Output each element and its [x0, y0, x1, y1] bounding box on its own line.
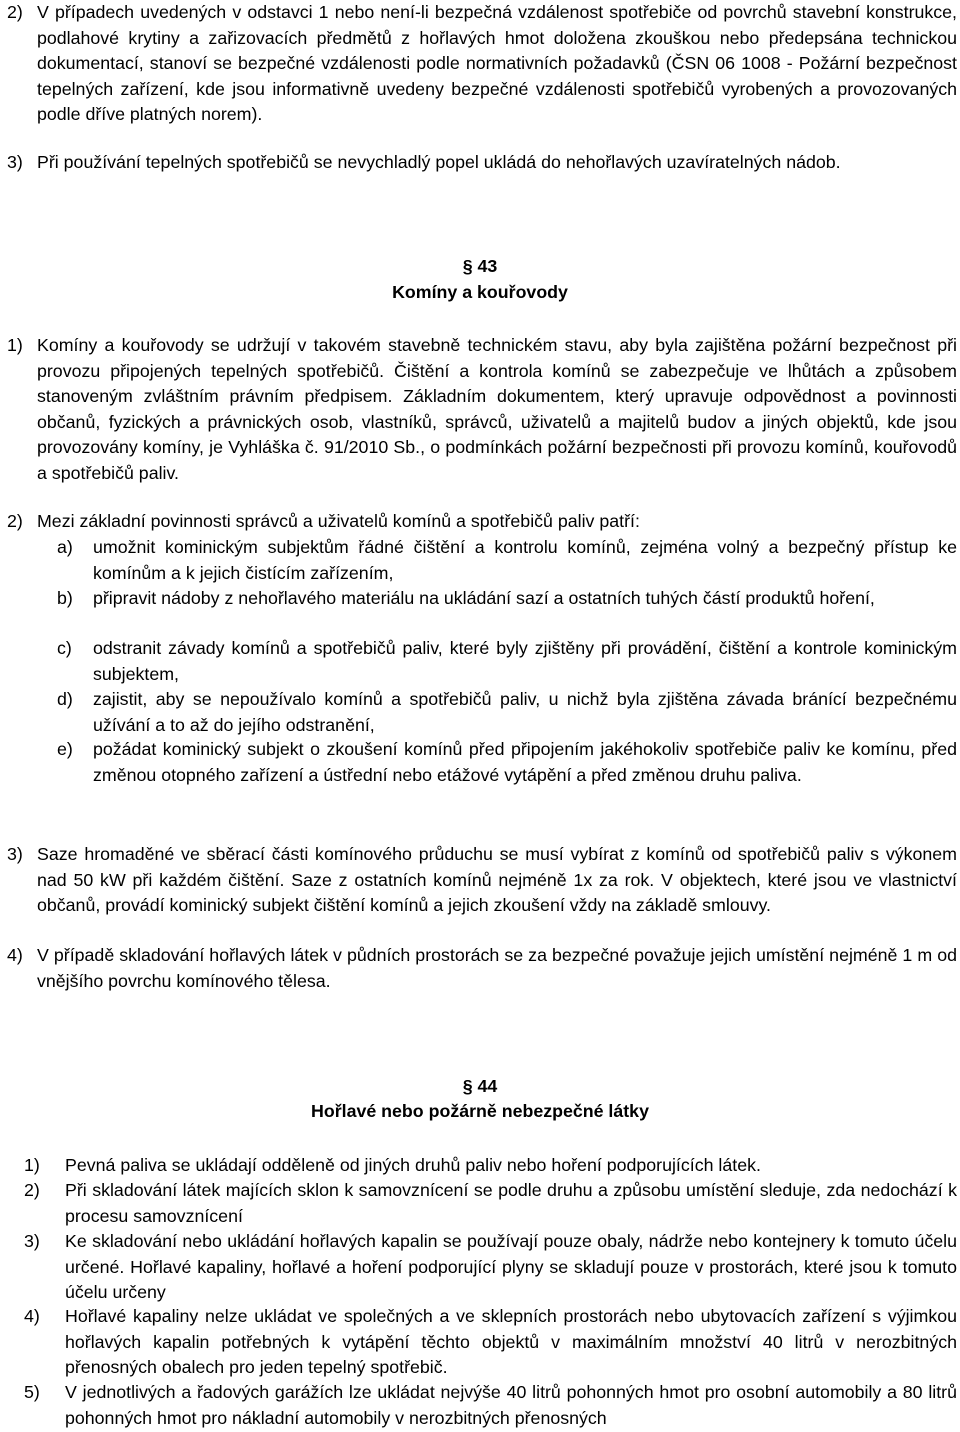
- item-number: 4): [7, 945, 23, 965]
- sub-item-letter: b): [57, 588, 73, 608]
- item-number: 2): [7, 2, 23, 22]
- list-item: [24, 1304, 957, 1381]
- item-text: Komíny a kouřovody se udržují v takovém stavebně technickém stavu, aby byla zajištěna požární bezpečnost při provozu připojených tepelných spotřebičů. Čištění a kontrola komínů se zabezpečuje ve lhůtách a způsobem stanoveným zvláštním právním předpisem. Základním dokumentem, který upravuje odpovědnost a povinnosti občanů, fyzických a právnických osob, vlastníků, správců, uživatelů a majitelů budov a jiných objektů, kde jsou provozovány komíny, je Vyhláška č. 91/2010 Sb., o podmínkách požární bezpečnosti při provozu komínů, kouřovodů a spotřebičů paliv.: [37, 335, 957, 483]
- sub-item: [57, 636, 957, 687]
- list-item: [7, 842, 957, 919]
- item-text: V jednotlivých a řadových garážích lze ukládat nejvýše 40 litrů pohonných hmot pro osobní automobily a 80 litrů pohonných hmot pro nákladní automobily v nerozbitných přenosných: [65, 1382, 957, 1428]
- sub-item-letter: c): [57, 638, 72, 658]
- item-text: V případě skladování hořlavých látek v půdních prostorách se za bezpečné považuje jejich umístění nejméně 1 m od vnějšího povrchu komínového tělesa.: [37, 945, 957, 991]
- sub-item-text: umožnit kominickým subjektům řádné čištění a kontrolu komínů, zejména volný a bezpečný přístup ke komínům a k jejich čistícím zařízením,: [93, 537, 957, 583]
- item-number: 3): [7, 152, 23, 172]
- list-item: [7, 0, 957, 128]
- item-text: V případech uvedených v odstavci 1 nebo není-li bezpečná vzdálenost spotřebiče od povrchů stavební konstrukce, podlahové krytiny a zařizovacích předmětů z hořlavých hmot doložena zkouškou nebo předepsána technickou dokumentací, stanoví se bezpečné vzdálenosti podle normativních požadavků (ČSN 06 1008 - Požární bezpečnost tepelných zařízení, kde jsou informativně uvedeny bezpečné vzdálenosti spotřebičů vyrobených a provozovaných podle dříve platných norem).: [37, 2, 957, 124]
- item-text: Ke skladování nebo ukládání hořlavých kapalin se používají pouze obaly, nádrže nebo kontejnery k tomuto účelu určené. Hořlavé kapaliny, hořlavé a hoření podporující plyny se skladují pouze v prostorách, které jsou k tomuto účelu určeny: [65, 1231, 957, 1302]
- section-number: § 44: [462, 1076, 498, 1096]
- item-number: 4): [24, 1306, 40, 1326]
- list-item: [7, 943, 957, 994]
- item-text: Při skladování látek majících sklon k samovznícení se podle druhu a způsobu umístění sleduje, zda nedochází k procesu samovznícení: [65, 1180, 957, 1226]
- section-number: § 43: [462, 256, 498, 276]
- item-text: Při používání tepelných spotřebičů se nevychladlý popel ukládá do nehořlavých uzavíratelných nádob.: [37, 152, 841, 172]
- item-number: 2): [24, 1180, 40, 1200]
- section-title: Komíny a kouřovody: [392, 282, 568, 302]
- sub-item-text: požádat kominický subjekt o zkoušení komínů před připojením jakéhokoliv spotřebiče paliv ke komínu, před změnou otopného zařízení a ústřední nebo etážové vytápění a před změnou druhu paliva.: [93, 739, 957, 785]
- item-number: 2): [7, 511, 23, 531]
- sub-item-letter: a): [57, 537, 73, 557]
- section-title: Hořlavé nebo požárně nebezpečné látky: [311, 1101, 649, 1121]
- sub-item-text: zajistit, aby se nepoužívalo komínů a spotřebičů paliv, u nichž byla zjištěna závada bránící bezpečnému užívání a to až do jejího odstranění,: [93, 689, 957, 735]
- sub-item-text: připravit nádoby z nehořlavého materiálu na ukládání sazí a ostatních tuhých částí produktů hoření,: [93, 588, 875, 608]
- sub-item-text: odstranit závady komínů a spotřebičů paliv, které byly zjištěny při provádění, čištění a kontrole kominickým subjektem,: [93, 638, 957, 684]
- item-number: 3): [7, 844, 23, 864]
- list-item: [7, 509, 957, 535]
- item-number: 3): [24, 1231, 40, 1251]
- item-number: 1): [24, 1155, 40, 1175]
- list-item: [24, 1229, 957, 1306]
- sub-item-letter: e): [57, 739, 73, 759]
- sub-item-letter: d): [57, 689, 73, 709]
- list-item: [24, 1178, 957, 1229]
- item-text: Mezi základní povinnosti správců a uživatelů komínů a spotřebičů paliv patří:: [37, 511, 640, 531]
- item-text: Saze hromaděné ve sběrací části komínového průduchu se musí vybírat z komínů od spotřebičů paliv s výkonem nad 50 kW při každém čištění. Saze z ostatních komínů nejméně 1x za rok. V objektech, které jsou ve vlastnictví občanů, provádí kominický subjekt čištění komínů a jejich zkoušení vždy na základě smlouvy.: [37, 844, 957, 915]
- list-item: [7, 333, 957, 486]
- list-item: [24, 1153, 957, 1179]
- item-text: Hořlavé kapaliny nelze ukládat ve společných a ve sklepních prostorách nebo ubytovacích zařízení s výjimkou hořlavých kapalin potřebných k vytápění těchto objektů v maximálním množství 40 litrů v nerozbitných přenosných obalech pro jeden tepelný spotřebič.: [65, 1306, 957, 1377]
- sub-item: [57, 586, 957, 612]
- list-item: [7, 150, 957, 176]
- item-number: 1): [7, 335, 23, 355]
- sub-item: [57, 687, 957, 738]
- sub-item: [57, 737, 957, 788]
- list-item: [24, 1380, 957, 1431]
- item-number: 5): [24, 1382, 40, 1402]
- item-text: Pevná paliva se ukládají odděleně od jiných druhů paliv nebo hoření podporujících látek.: [65, 1155, 761, 1175]
- sub-item: [57, 535, 957, 586]
